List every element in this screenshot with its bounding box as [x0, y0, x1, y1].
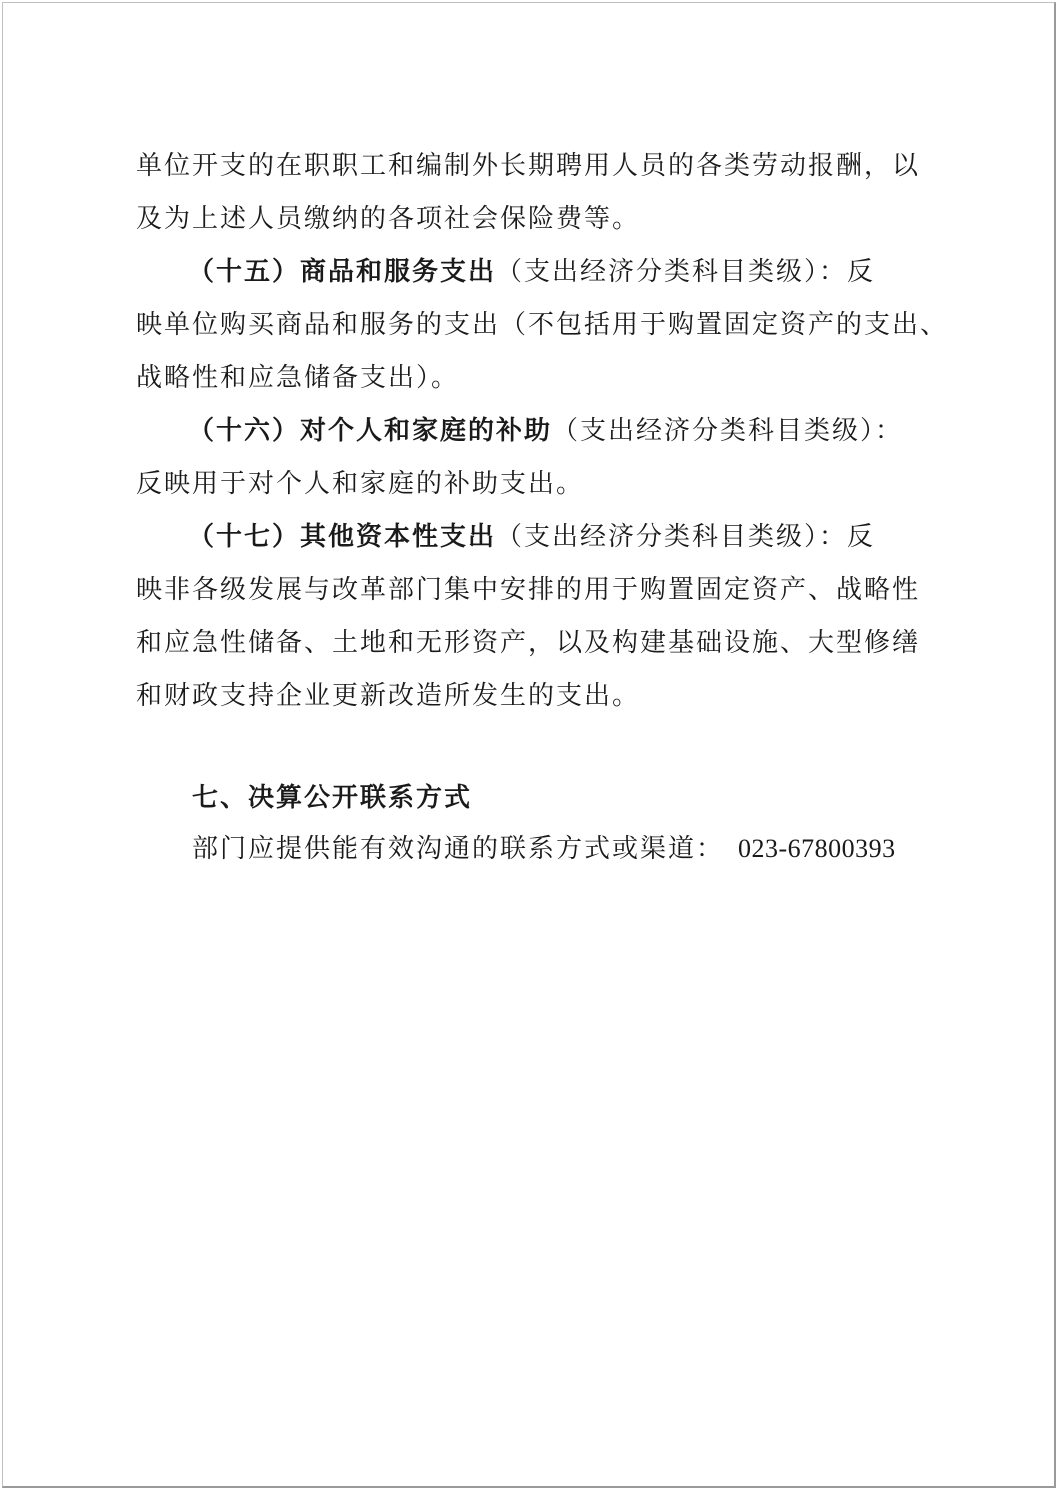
- paragraph-line: 和应急性储备、土地和无形资产，以及构建基础设施、大型修缮: [136, 628, 921, 658]
- contact-label: 部门应提供能有效沟通的联系方式或渠道：: [192, 834, 725, 864]
- paragraph-line: 战略性和应急储备支出）。: [136, 363, 460, 393]
- paragraph-line: 反映用于对个人和家庭的补助支出。: [136, 469, 585, 499]
- document-body: [136, 140, 949, 723]
- item-15-title: （十五）商品和服务支出: [188, 257, 497, 287]
- paragraph-line: 及为上述人员缴纳的各项社会保险费等。: [136, 204, 641, 234]
- item-17-title: （十七）其他资本性支出: [188, 522, 497, 552]
- item-15-first-rest: （支出经济分类科目类级）：反: [496, 257, 876, 287]
- contact-line: [192, 822, 896, 876]
- paragraph-line: 映非各级发展与改革部门集中安排的用于购置固定资产、战略性: [136, 575, 921, 605]
- item-17-first-rest: （支出经济分类科目类级）：反: [496, 522, 876, 552]
- contact-phone: 023-67800393: [738, 834, 896, 863]
- paragraph-line: 和财政支持企业更新改造所发生的支出。: [136, 681, 641, 711]
- item-17-first-line: [136, 511, 936, 564]
- item-16-first-rest: （支出经济分类科目类级）：: [552, 416, 904, 446]
- section-heading: 七、决算公开联系方式: [192, 783, 473, 813]
- item-15-first-line: [136, 246, 936, 299]
- item-16-first-line: [136, 405, 936, 458]
- item-16-title: （十六）对个人和家庭的补助: [188, 416, 553, 446]
- paragraph-line: 映单位购买商品和服务的支出（不包括用于购置固定资产的支出、: [136, 310, 949, 340]
- paragraph-line: 单位开支的在职职工和编制外长期聘用人员的各类劳动报酬，以: [136, 151, 921, 181]
